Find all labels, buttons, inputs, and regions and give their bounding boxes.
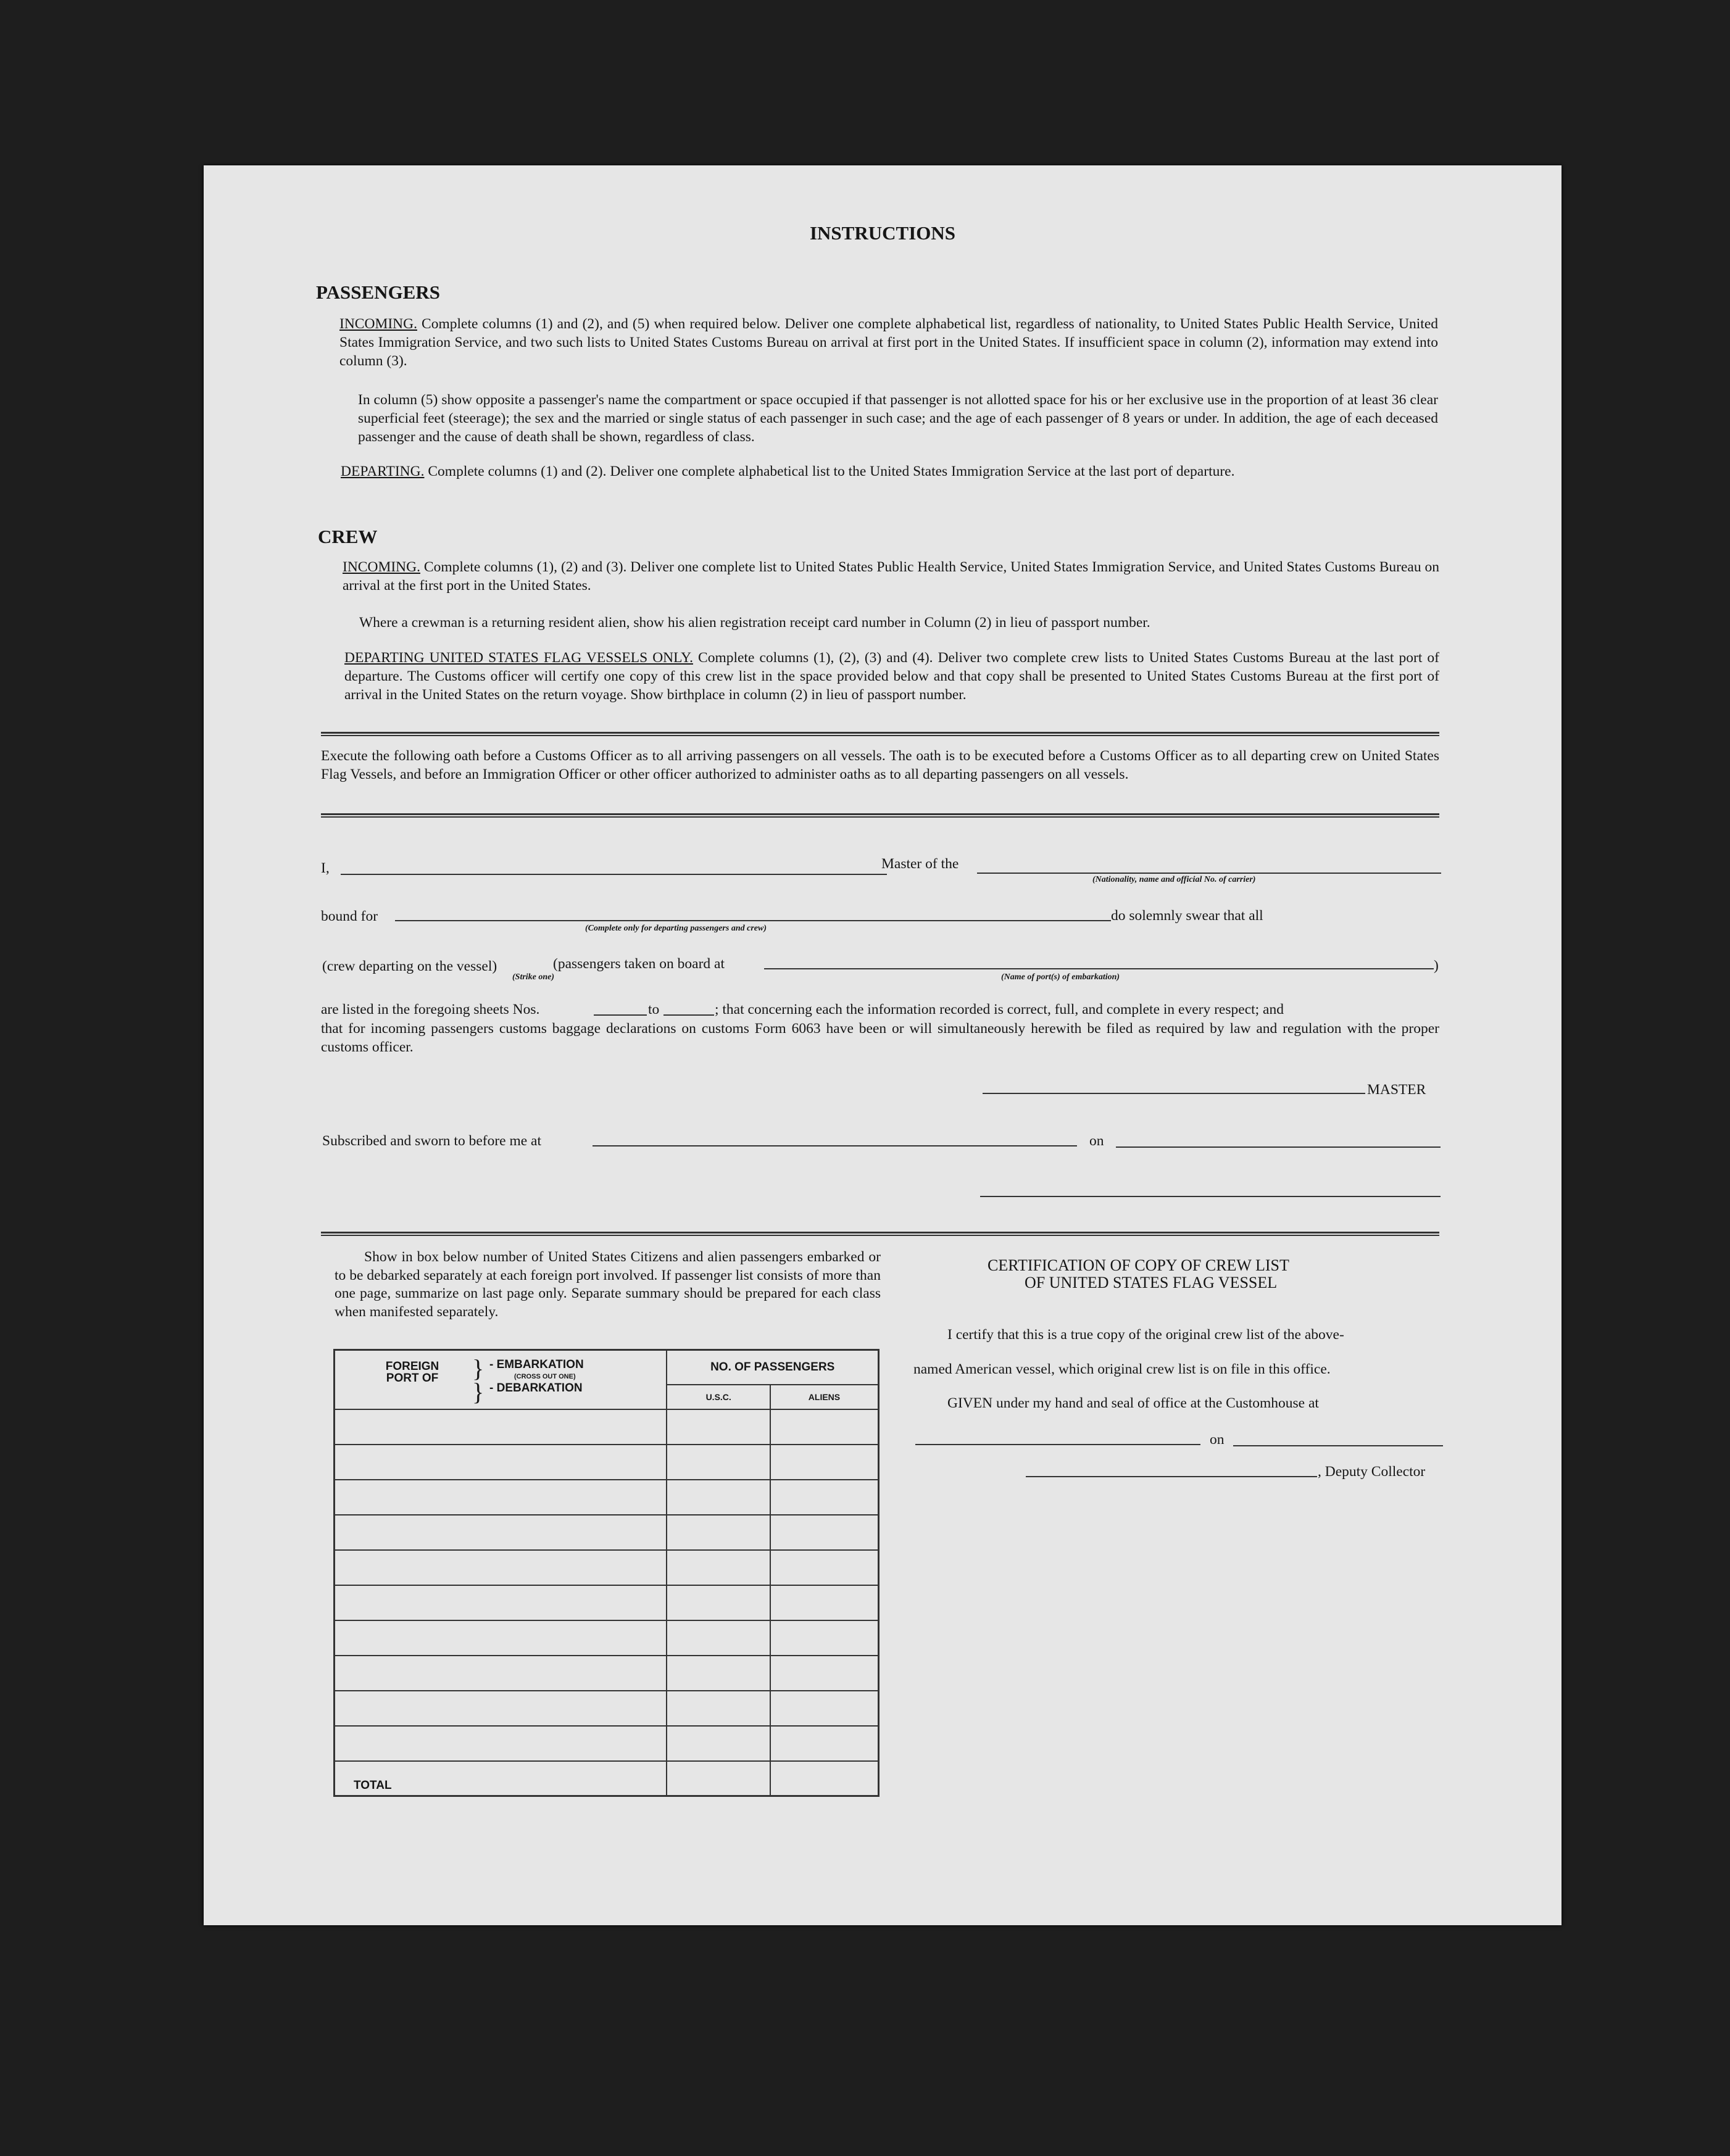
table-row <box>335 1480 879 1515</box>
port-cell[interactable] <box>335 1445 667 1480</box>
aliens-cell[interactable] <box>770 1691 879 1726</box>
usc-cell[interactable] <box>667 1726 770 1761</box>
header-aliens: ALIENS <box>770 1385 879 1409</box>
table-row <box>335 1409 879 1445</box>
aliens-cell[interactable] <box>770 1445 879 1480</box>
crew-heading: CREW <box>318 526 378 547</box>
sheet-to-blank[interactable] <box>663 1014 714 1016</box>
aliens-cell[interactable] <box>770 1515 879 1550</box>
usc-cell[interactable] <box>667 1480 770 1515</box>
master-label: MASTER <box>1367 1082 1426 1098</box>
master-of-the-label: Master of the <box>881 856 959 872</box>
usc-total-cell[interactable] <box>667 1761 770 1796</box>
table-row <box>335 1726 879 1761</box>
listed-text-b: ; that concerning each the information recorded is correct, full, and complete in every respect; and <box>715 1001 1284 1018</box>
usc-cell[interactable] <box>667 1409 770 1445</box>
debarkation-option[interactable]: - DEBARKATION <box>489 1382 583 1395</box>
crew-resident-paragraph: Where a crewman is a returning resident alien, show his alien registration receipt card number in Column (2) in lieu of passport number. <box>359 615 1150 631</box>
customhouse-blank[interactable] <box>915 1444 1200 1445</box>
sworn-date-blank[interactable] <box>1116 1146 1441 1148</box>
master-signature-blank[interactable] <box>983 1093 1365 1094</box>
sheet-from-blank[interactable] <box>594 1014 647 1016</box>
certification-line1: I certify that this is a true copy of the original crew list of the above- <box>947 1327 1344 1343</box>
usc-cell[interactable] <box>667 1656 770 1691</box>
table-row <box>335 1585 879 1620</box>
passengers-departing-text: Complete columns (1) and (2). Deliver one complete alphabetical list to the United States Immigration Service at the last port of departure. <box>428 463 1235 479</box>
header-no-passengers: NO. OF PASSENGERS <box>667 1350 878 1385</box>
aliens-cell[interactable] <box>770 1409 879 1445</box>
crew-departing-label: DEPARTING UNITED STATES FLAG VESSELS ONLY. <box>344 650 693 666</box>
certification-line2: named American vessel, which original crew list is on file in this office. <box>913 1361 1331 1377</box>
usc-cell[interactable] <box>667 1445 770 1480</box>
certification-date-blank[interactable] <box>1233 1445 1443 1446</box>
certification-title-line1: CERTIFICATION OF COPY OF CREW LIST <box>988 1256 1289 1274</box>
table-row <box>335 1445 879 1480</box>
oath-i-label: I, <box>321 860 330 876</box>
sworn-place-blank[interactable] <box>593 1145 1077 1146</box>
passenger-summary-table <box>333 1349 880 1797</box>
passengers-incoming-text: Complete columns (1) and (2), and (5) when required below. Deliver one complete alphabetical list, regardless of nationality, to United States Public Health Service, United States Immigration Service, and two such lists to United States Customs Bureau on arrival at first port in the United States. If insufficient space in column (2), information may extend into column (3). <box>339 316 1438 369</box>
certification-title-line2: OF UNITED STATES FLAG VESSEL <box>1025 1274 1278 1292</box>
cross-out-note: (CROSS OUT ONE) <box>514 1373 576 1380</box>
aliens-cell[interactable] <box>770 1480 879 1515</box>
port-cell[interactable] <box>335 1620 667 1656</box>
table-row <box>335 1515 879 1550</box>
table-row <box>335 1691 879 1726</box>
port-cell[interactable] <box>335 1726 667 1761</box>
passengers-incoming-paragraph <box>339 315 1438 370</box>
crew-incoming-label: INCOMING. <box>343 559 420 575</box>
crew-departing-paragraph <box>344 649 1439 704</box>
bound-for-label: bound for <box>321 908 378 924</box>
summary-instructions: Show in box below number of United States Citizens and alien passengers embarked or to be debarked separately at each foreign port involved. If passenger list consists of more than one page, summarize on last page only. Separate summary should be prepared for each class when manifested separately. <box>335 1249 881 1320</box>
passengers-incoming-label: INCOMING. <box>339 316 417 332</box>
table-row <box>335 1550 879 1585</box>
embarkation-port-blank[interactable] <box>764 968 1434 969</box>
aliens-cell[interactable] <box>770 1620 879 1656</box>
close-paren: ) <box>1434 958 1439 974</box>
port-note: (Name of port(s) of embarkation) <box>1001 972 1120 982</box>
port-cell[interactable] <box>335 1656 667 1691</box>
table-row <box>335 1656 879 1691</box>
strike-one-note: (Strike one) <box>512 972 555 982</box>
header-foreign-port <box>335 1350 667 1409</box>
oath-instructions: Execute the following oath before a Customs Officer as to all arriving passengers on all vessels. The oath is to be executed before a Customs Officer as to all departing crew on United States Flag Vessels, and before an Immigration Officer or other officer authorized to administer oaths as to all departing passengers on all vessels. <box>321 748 1439 782</box>
deputy-signature-blank[interactable] <box>1026 1476 1317 1477</box>
header-usc: U.S.C. <box>667 1385 770 1409</box>
port-cell[interactable] <box>335 1515 667 1550</box>
subscribed-label: Subscribed and sworn to before me at <box>322 1133 542 1149</box>
master-name-blank[interactable] <box>341 874 887 875</box>
aliens-cell[interactable] <box>770 1585 879 1620</box>
divider <box>321 813 1439 818</box>
port-cell[interactable] <box>335 1585 667 1620</box>
swear-text: do solemnly swear that all <box>1111 908 1263 924</box>
listed-text-rest: that for incoming passengers customs baggage declarations on customs Form 6063 have been or will simultaneously herewith be filed as required by law and regulation with the proper customs officer. <box>321 1021 1439 1055</box>
departing-note: (Complete only for departing passengers and crew) <box>585 924 767 933</box>
aliens-total-cell[interactable] <box>770 1761 879 1796</box>
carrier-note: (Nationality, name and official No. of carrier) <box>1092 875 1256 884</box>
crew-departing-option: (crew departing on the vessel) <box>322 958 497 974</box>
divider <box>321 1232 1439 1236</box>
carrier-blank[interactable] <box>977 873 1441 874</box>
certification-line3: GIVEN under my hand and seal of office at the Customhouse at <box>947 1395 1319 1411</box>
page-title: INSTRUCTIONS <box>809 222 955 244</box>
embarkation-option[interactable]: - EMBARKATION <box>489 1358 584 1371</box>
passengers-departing-label: DEPARTING. <box>341 463 425 479</box>
port-cell[interactable] <box>335 1550 667 1585</box>
sworn-on-label: on <box>1089 1133 1104 1149</box>
passengers-taken-option: (passengers taken on board at <box>553 956 725 972</box>
port-cell[interactable] <box>335 1480 667 1515</box>
crew-incoming-paragraph <box>343 558 1439 595</box>
crew-departing-text: Complete columns (1), (2), (3) and (4). Deliver two complete crew lists to United States Customs Bureau at the last port of departure. The Customs officer will certify one copy of this crew list in the space provided below and that copy shall be presented to United States Customs Bureau at the first port of arrival in the United States on the return voyage. Show birthplace in column (2) in lieu of passport number. <box>344 650 1439 703</box>
passengers-column5-paragraph: In column (5) show opposite a passenger's name the compartment or space occupied if that passenger is not allotted space for his or her exclusive use in the proportion of at least 36 clear superficial feet (steerage); the sex and the married or single status of each passenger in such case; and the age of each passenger of 8 years or under. In addition, the age of each deceased passenger and the cause of death shall be shown, regardless of class. <box>358 392 1438 445</box>
foreign-port-of-label: FOREIGN PORT OF <box>385 1360 439 1385</box>
aliens-cell[interactable] <box>770 1656 879 1691</box>
table-row <box>335 1620 879 1656</box>
total-row <box>335 1761 879 1796</box>
aliens-cell[interactable] <box>770 1726 879 1761</box>
passengers-departing-paragraph <box>341 462 1439 481</box>
usc-cell[interactable] <box>667 1691 770 1726</box>
bound-for-blank[interactable] <box>395 920 1111 921</box>
document-page <box>204 165 1562 1925</box>
usc-cell[interactable] <box>667 1515 770 1550</box>
aliens-cell[interactable] <box>770 1550 879 1585</box>
divider <box>321 732 1439 736</box>
usc-cell[interactable] <box>667 1585 770 1620</box>
brace: } } <box>472 1354 484 1406</box>
officer-signature-blank[interactable] <box>980 1196 1441 1197</box>
total-label: TOTAL <box>335 1761 667 1796</box>
usc-cell[interactable] <box>667 1620 770 1656</box>
port-cell[interactable] <box>335 1691 667 1726</box>
listed-text-a: are listed in the foregoing sheets Nos. <box>321 1001 540 1018</box>
certification-on-label: on <box>1210 1432 1225 1448</box>
port-cell[interactable] <box>335 1409 667 1445</box>
listed-to: to <box>648 1001 660 1018</box>
crew-incoming-text: Complete columns (1), (2) and (3). Deliver one complete list to United States Public Health Service, United States Immigration Service, and United States Customs Bureau on arrival at the first port in the United States. <box>343 559 1439 594</box>
deputy-collector-label: , Deputy Collector <box>1318 1464 1426 1480</box>
usc-cell[interactable] <box>667 1550 770 1585</box>
passengers-heading: PASSENGERS <box>316 281 440 303</box>
